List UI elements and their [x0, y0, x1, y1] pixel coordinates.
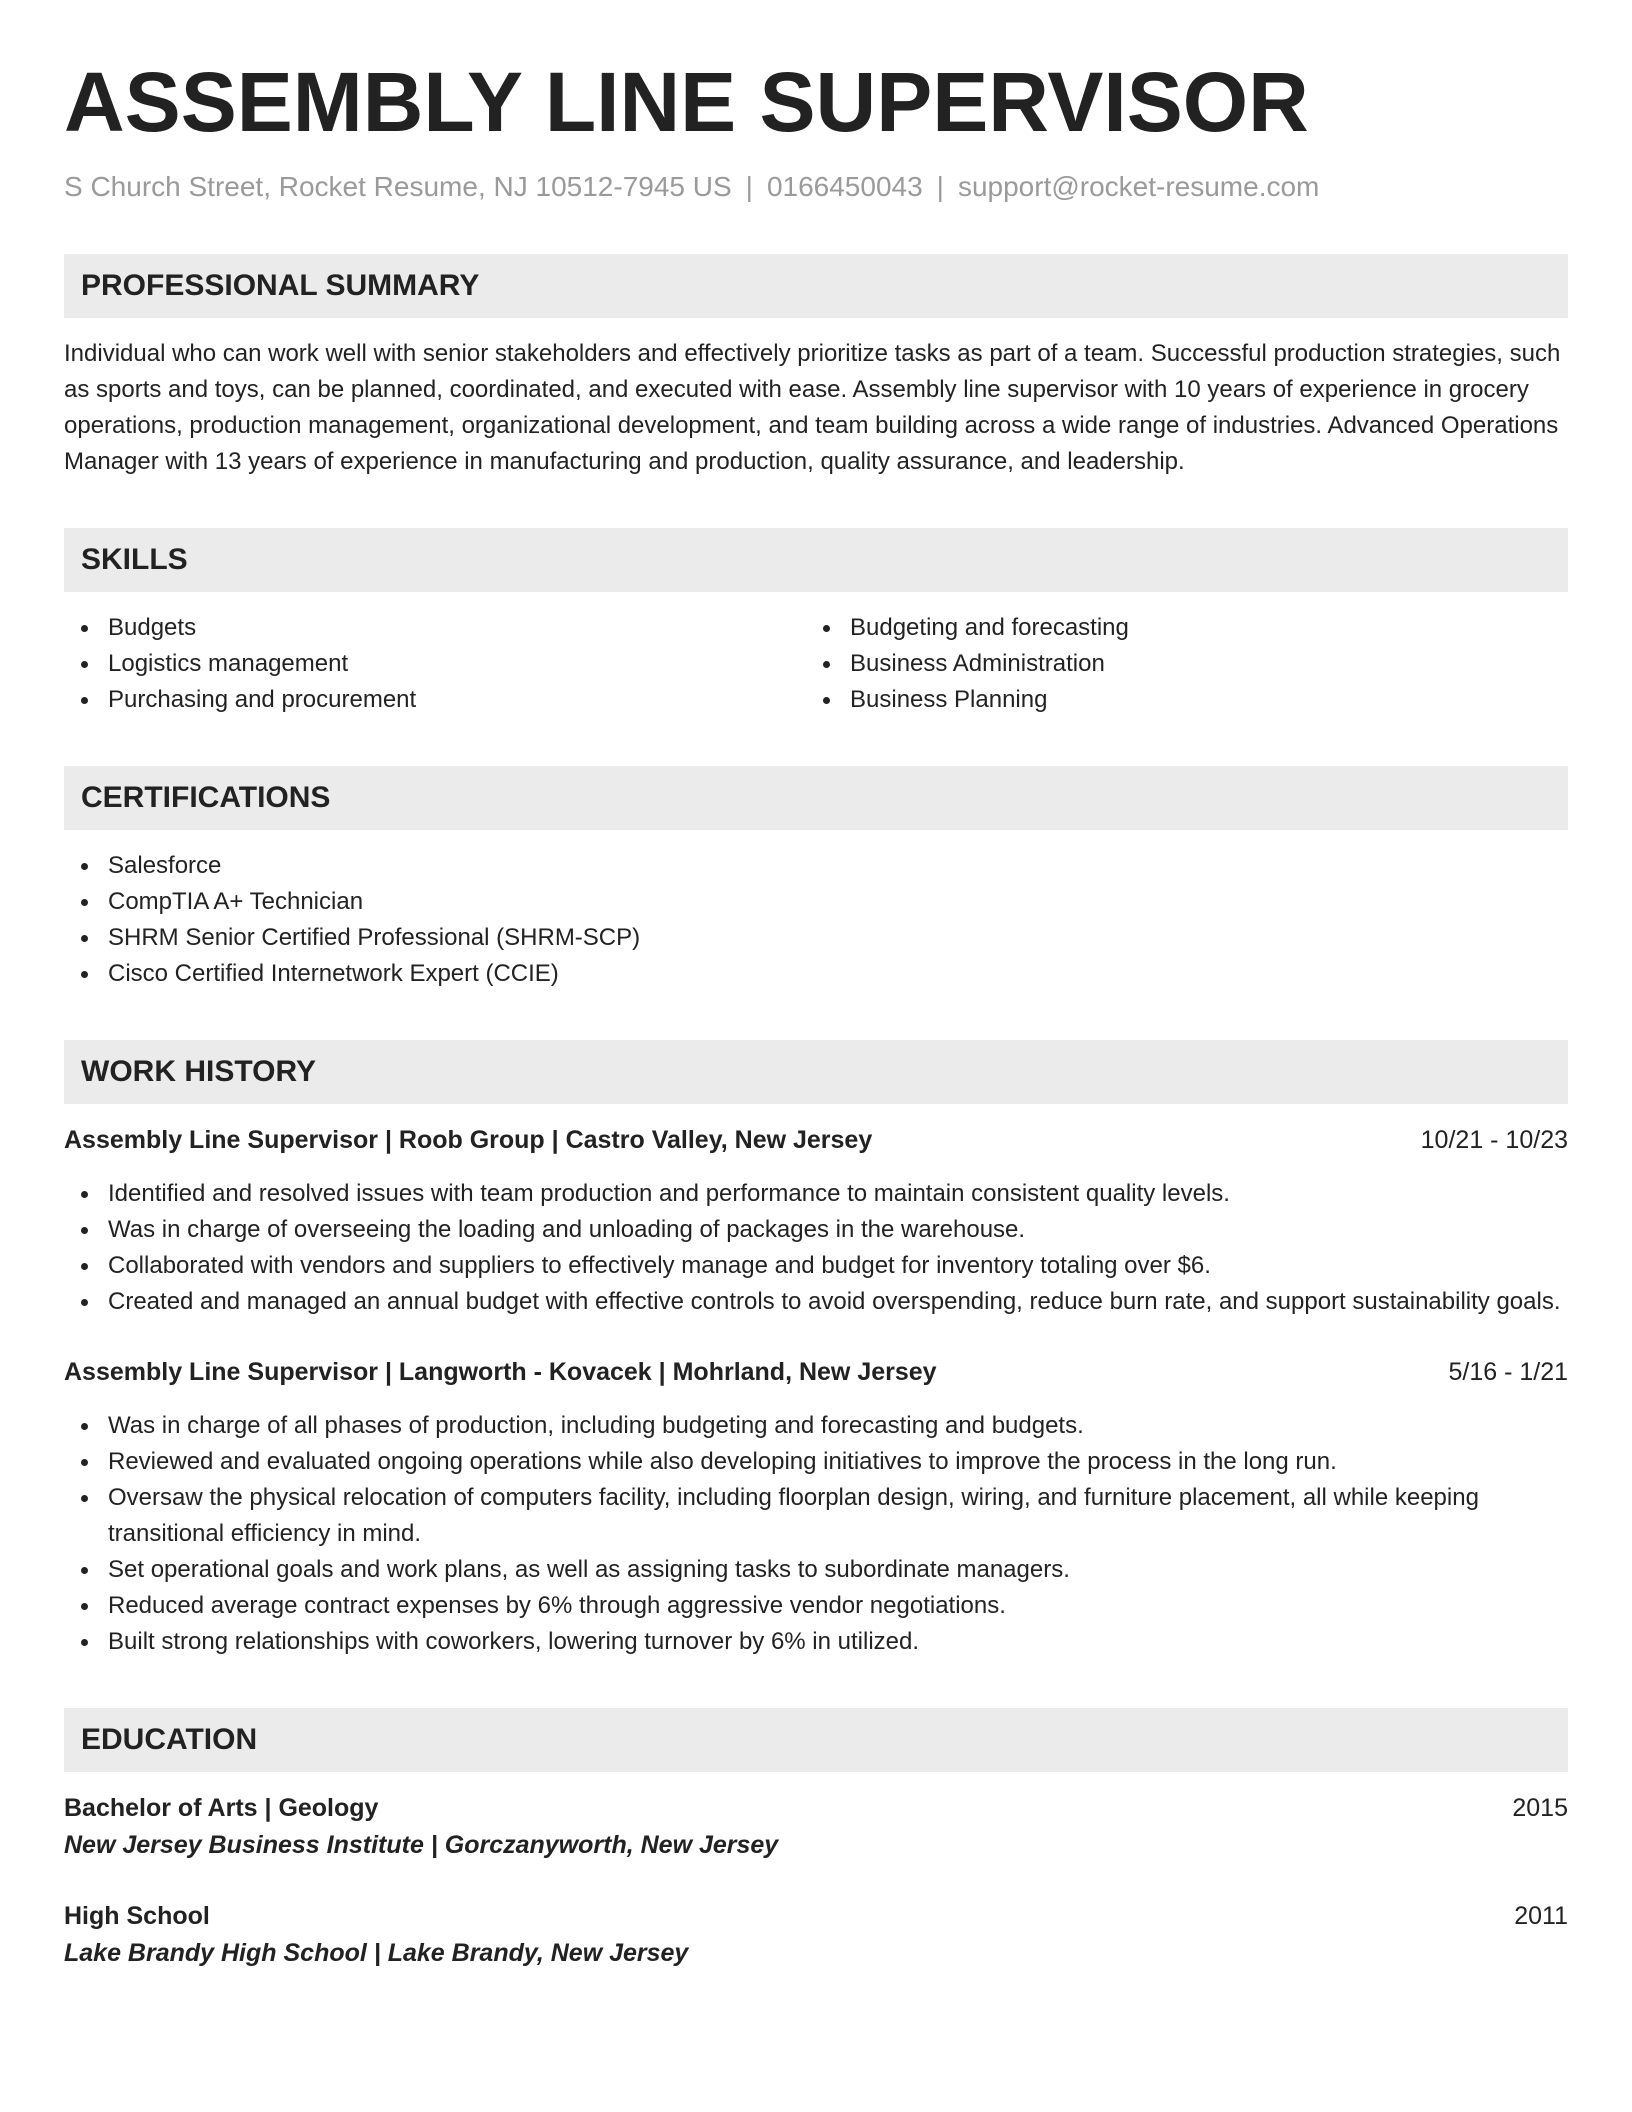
job-dates: 10/21 - 10/23: [1420, 1126, 1568, 1154]
education-year: 2011: [1514, 1902, 1568, 1930]
contact-email[interactable]: support@rocket-resume.com: [957, 171, 1320, 202]
candidate-name: ASSEMBLY LINE SUPERVISOR: [64, 55, 1309, 149]
education-section: [64, 1708, 1568, 1972]
education-degree: Bachelor of Arts | Geology: [64, 1794, 379, 1822]
skill-item: Logistics management: [64, 646, 806, 682]
education-year: 2015: [1512, 1794, 1568, 1822]
education-entry: [64, 1898, 1568, 1972]
skills-column-left: [64, 610, 806, 718]
skill-item: Purchasing and procurement: [64, 682, 806, 718]
contact-address: S Church Street, Rocket Resume, NJ 10512-7945 US: [64, 171, 732, 202]
job-bullet: Was in charge of overseeing the loading and unloading of packages in the warehouse.: [64, 1212, 1568, 1248]
job-header: [64, 1122, 1568, 1158]
education-school: New Jersey Business Institute | Gorczanyworth, New Jersey: [64, 1831, 779, 1859]
summary-text: Individual who can work well with senior stakeholders and effectively prioritize tasks as part of a team. Successful production strategies, such as sports and toys, can be planned, coordinated, and executed with ease. Assembly line supervisor with 10 years of experience in grocery operations, production management, organizational development, and team building across a wide range of industries. Advanced Operations Manager with 13 years of experience in manufacturing and production, quality assurance, and leadership.: [64, 340, 1561, 475]
skill-item: Business Administration: [806, 646, 1548, 682]
job-bullets: [64, 1176, 1568, 1320]
certification-item: CompTIA A+ Technician: [64, 884, 1568, 920]
summary-heading: PROFESSIONAL SUMMARY: [64, 254, 1568, 318]
job-entry: [64, 1122, 1568, 1320]
job-header: [64, 1354, 1568, 1390]
skills-section: [64, 528, 1568, 718]
education-header: [64, 1898, 1568, 1934]
job-bullet: Was in charge of all phases of production, including budgeting and forecasting and budgets.: [64, 1408, 1568, 1444]
skill-item: Business Planning: [806, 682, 1548, 718]
job-title: Assembly Line Supervisor | Roob Group | Castro Valley, New Jersey: [64, 1126, 873, 1154]
job-bullet: Set operational goals and work plans, as well as assigning tasks to subordinate managers.: [64, 1552, 1568, 1588]
job-entry: [64, 1354, 1568, 1660]
skill-item: Budgets: [64, 610, 806, 646]
job-bullets: [64, 1408, 1568, 1660]
job-bullet: Reduced average contract expenses by 6% through aggressive vendor negotiations.: [64, 1588, 1568, 1624]
certifications-section: [64, 766, 1568, 992]
skills-heading: SKILLS: [64, 528, 1568, 592]
education-header: [64, 1790, 1568, 1826]
summary-section: [64, 254, 1568, 480]
certification-item: SHRM Senior Certified Professional (SHRM-SCP): [64, 920, 1568, 956]
education-heading: EDUCATION: [64, 1708, 1568, 1772]
education-degree: High School: [64, 1902, 210, 1930]
skill-item: Budgeting and forecasting: [806, 610, 1548, 646]
job-bullet: Built strong relationships with coworkers, lowering turnover by 6% in utilized.: [64, 1624, 1568, 1660]
job-bullet: Collaborated with vendors and suppliers to effectively manage and budget for inventory totaling over $6.: [64, 1248, 1568, 1284]
work-history-heading: WORK HISTORY: [64, 1040, 1568, 1104]
job-bullet: Oversaw the physical relocation of computers facility, including floorplan design, wiring, and furniture placement, all while keeping transitional efficiency in mind.: [64, 1480, 1568, 1552]
contact-line: [64, 170, 1568, 204]
education-entry: [64, 1790, 1568, 1864]
contact-phone: 0166450043: [766, 171, 923, 202]
contact-separator: |: [936, 171, 944, 202]
certification-item: Cisco Certified Internetwork Expert (CCIE): [64, 956, 1568, 992]
education-school: Lake Brandy High School | Lake Brandy, New Jersey: [64, 1939, 689, 1967]
job-bullet: Identified and resolved issues with team production and performance to maintain consistent quality levels.: [64, 1176, 1568, 1212]
resume-page: [64, 52, 1568, 1972]
work-history-section: [64, 1040, 1568, 1660]
contact-separator: |: [745, 171, 753, 202]
certification-item: Salesforce: [64, 848, 1568, 884]
job-dates: 5/16 - 1/21: [1448, 1358, 1568, 1386]
job-bullet: Reviewed and evaluated ongoing operations while also developing initiatives to improve the process in the long run.: [64, 1444, 1568, 1480]
job-bullet: Created and managed an annual budget with effective controls to avoid overspending, reduce burn rate, and support sustainability goals.: [64, 1284, 1568, 1320]
job-title: Assembly Line Supervisor | Langworth - Kovacek | Mohrland, New Jersey: [64, 1358, 937, 1386]
skills-grid: [64, 610, 1568, 718]
certifications-heading: CERTIFICATIONS: [64, 766, 1568, 830]
certifications-list: [64, 848, 1568, 992]
skills-column-right: [806, 610, 1548, 718]
